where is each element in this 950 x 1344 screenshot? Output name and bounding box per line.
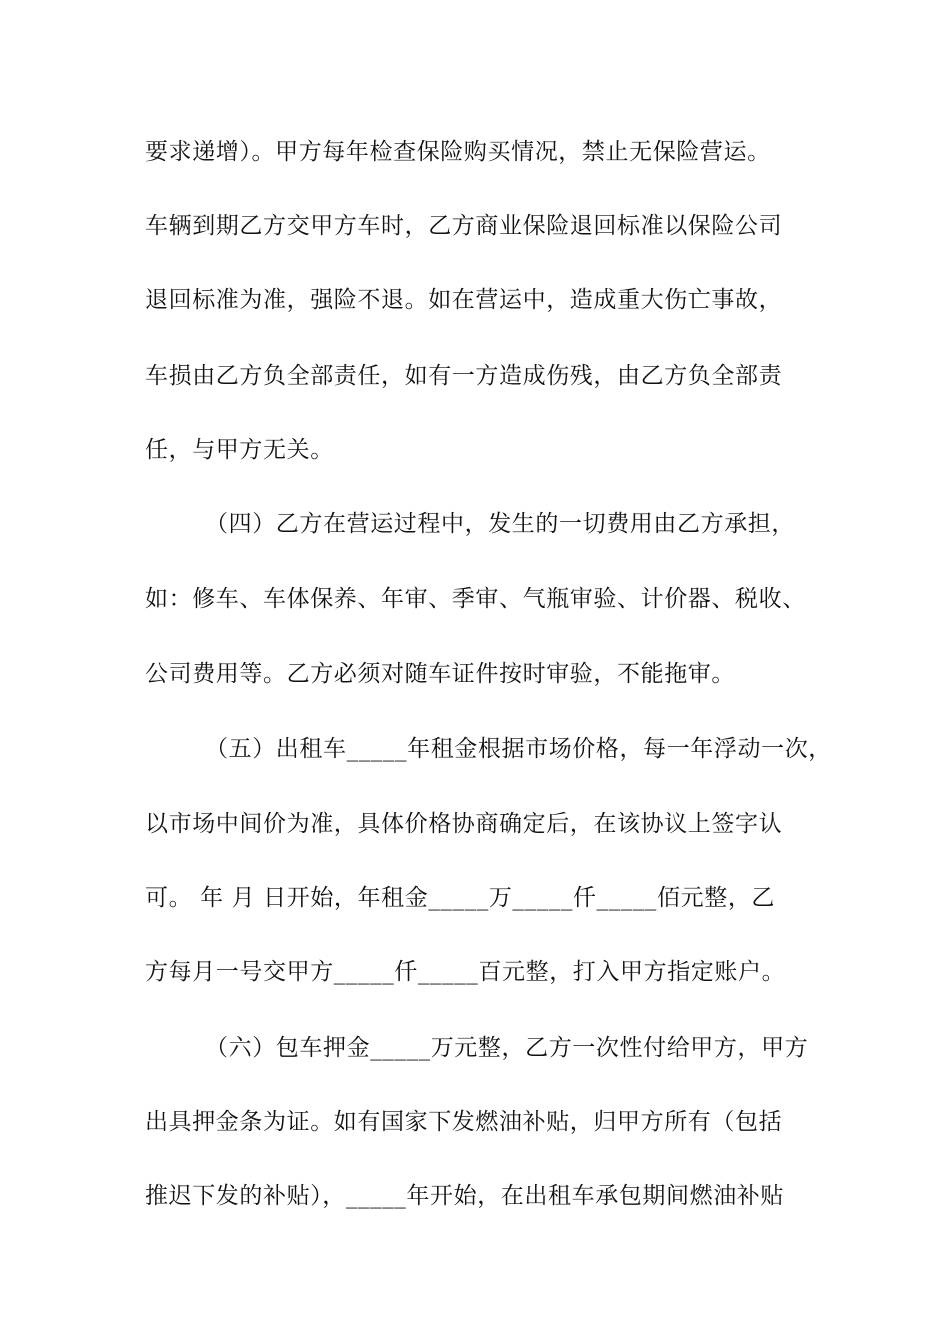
paragraph-start-line: （四）乙方在营运过程中，发生的一切费用由乙方承担， — [205, 511, 795, 537]
text-line: 方每月一号交甲方_____仟_____百元整，打入甲方指定账户。 — [145, 959, 786, 985]
text-line: 车辆到期乙方交甲方车时，乙方商业保险退回标准以保险公司 — [145, 213, 783, 239]
text-line: 要求递增）。甲方每年检查保险购买情况，禁止无保险营运。 — [145, 139, 771, 165]
text-line: 以市场中间价为准，具体价格协商确定后，在该协议上签字认 — [145, 811, 783, 837]
text-line: 出具押金条为证。如有国家下发燃油补贴，归甲方所有（包括 — [145, 1109, 783, 1135]
text-line: 如：修车、车体保养、年审、季审、气瓶审验、计价器、税收、 — [145, 586, 806, 612]
text-line: 车损由乙方负全部责任，如有一方造成伤残，由乙方负全部责 — [145, 363, 783, 389]
text-line: 推迟下发的补贴），_____年开始，在出租车承包期间燃油补贴 — [145, 1183, 784, 1209]
text-line: 公司费用等。乙方必须对随车证件按时审验，不能拖审。 — [145, 661, 735, 687]
text-line: 任，与甲方无关。 — [145, 437, 334, 463]
paragraph-start-line: （六）包车押金_____万元整，乙方一次性付给甲方，甲方 — [205, 1035, 809, 1061]
paragraph-start-line: （五）出租车_____年租金根据市场价格，每一年浮动一次， — [205, 736, 832, 762]
text-line: 可。 年 月 日开始，年租金_____万_____仟_____佰元整，乙 — [145, 885, 776, 911]
text-line: 退回标准为准，强险不退。如在营运中，造成重大伤亡事故， — [145, 287, 783, 313]
